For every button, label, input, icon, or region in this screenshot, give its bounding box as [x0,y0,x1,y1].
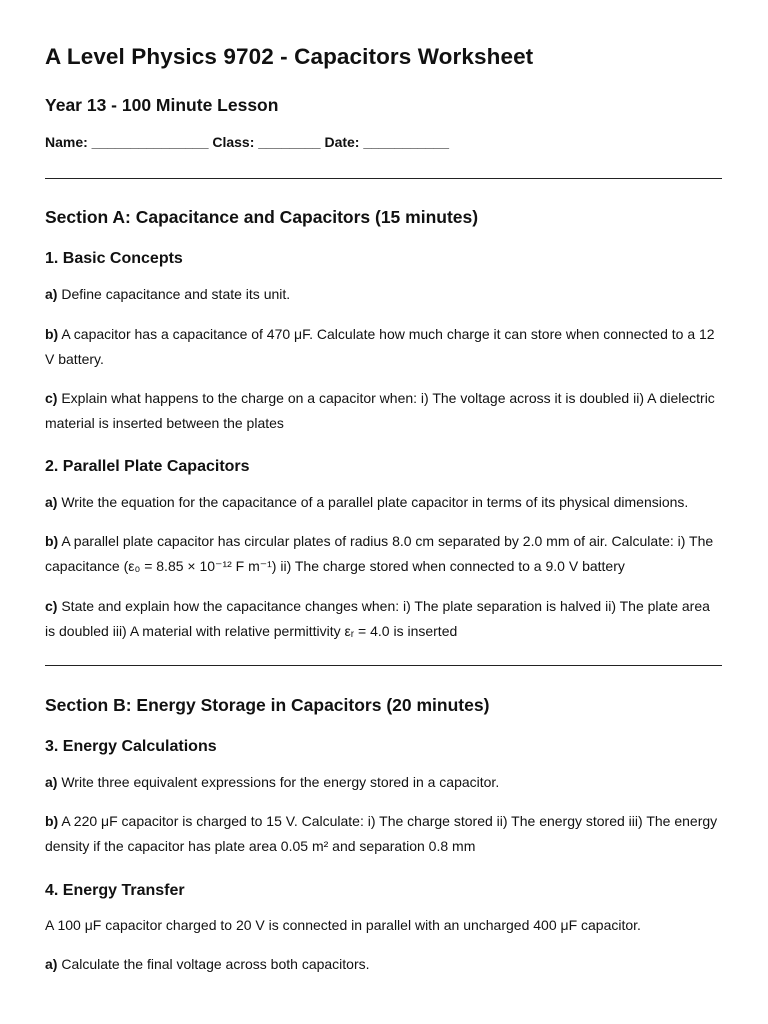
part-label: a) [45,494,58,510]
question-1-heading: 1. Basic Concepts [45,250,183,267]
question-1b [45,322,723,372]
section-a-heading: Section A: Capacitance and Capacitors (15 minutes) [45,207,479,227]
part-label: b) [45,326,59,342]
part-text: A 220 μF capacitor is charged to 15 V. Calculate: i) The charge stored ii) The energy stored iii) The energy density if the capacitor has plate area 0.05 m² and separation 0.8 mm [45,813,718,854]
question-1a [45,282,723,307]
question-4-heading: 4. Energy Transfer [45,882,185,899]
question-3b [45,809,723,859]
question-2c [45,594,723,644]
divider-middle [45,665,722,666]
question-3-heading: 3. Energy Calculations [45,738,217,755]
part-text: Define capacitance and state its unit. [61,286,291,302]
question-2a [45,490,723,515]
divider-top [45,178,722,179]
part-text: State and explain how the capacitance changes when: i) The plate separation is halved ii) The plate area is doubled iii) A material with relative permittivity εᵣ = 4.0 is inserted [45,598,710,639]
part-text: Explain what happens to the charge on a capacitor when: i) The voltage across it is doubled ii) A dielectric material is inserted between the plates [45,390,715,431]
part-label: c) [45,598,58,614]
part-label: a) [45,956,58,972]
part-label: b) [45,813,59,829]
part-text: Calculate the final voltage across both capacitors. [61,956,370,972]
page-title: A Level Physics 9702 - Capacitors Worksheet [45,44,534,69]
question-4a [45,952,723,977]
question-2b [45,529,723,579]
question-2-heading: 2. Parallel Plate Capacitors [45,458,250,475]
question-4-intro: A 100 μF capacitor charged to 20 V is connected in parallel with an uncharged 400 μF capacitor. [45,917,641,933]
part-label: c) [45,390,58,406]
part-text: Write three equivalent expressions for the energy stored in a capacitor. [61,774,500,790]
student-info-line: Name: _______________ Class: ________ Date: ___________ [45,134,449,150]
part-text: A capacitor has a capacitance of 470 μF. Calculate how much charge it can store when connected to a 12 V battery. [45,326,715,367]
section-b-heading: Section B: Energy Storage in Capacitors (20 minutes) [45,695,490,715]
part-label: a) [45,286,58,302]
part-text: Write the equation for the capacitance of a parallel plate capacitor in terms of its physical dimensions. [61,494,689,510]
question-3a [45,770,723,795]
question-1c [45,386,723,436]
part-label: a) [45,774,58,790]
part-label: b) [45,533,59,549]
page-subtitle: Year 13 - 100 Minute Lesson [45,95,279,115]
part-text: A parallel plate capacitor has circular plates of radius 8.0 cm separated by 2.0 mm of air. Calculate: i) The capacitance (ε₀ = 8.85 × 10⁻¹² F m⁻¹) ii) The charge stored when connected to a 9.0 V battery [45,533,714,574]
